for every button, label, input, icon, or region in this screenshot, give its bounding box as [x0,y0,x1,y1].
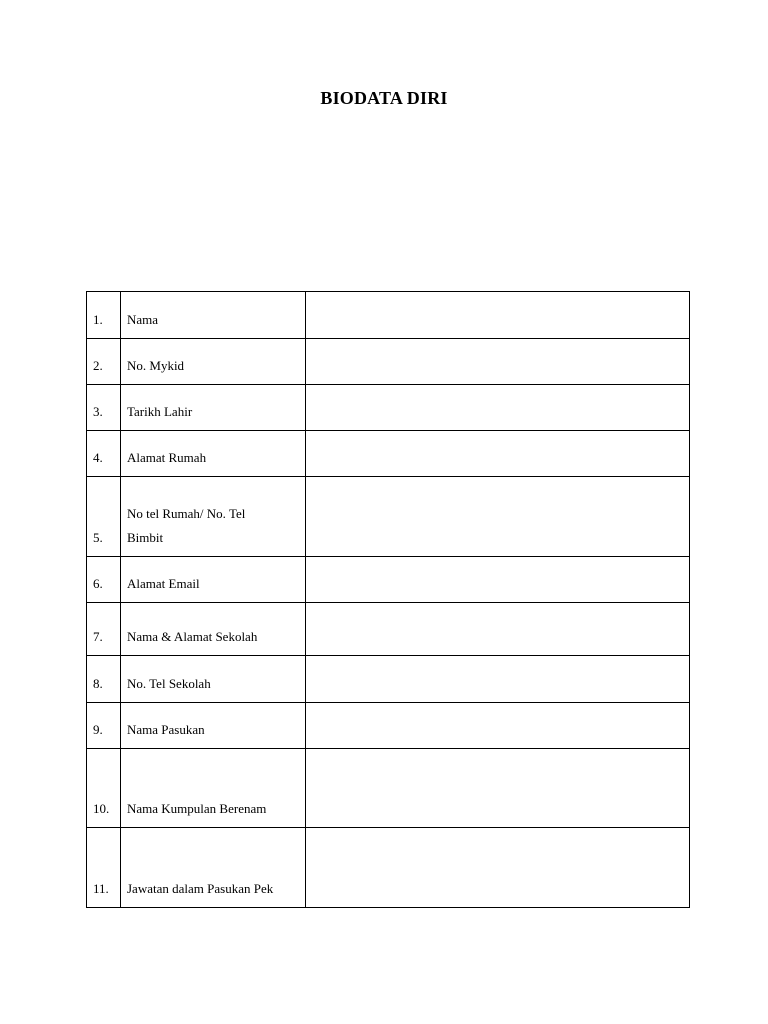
field-label-kumpulan: Nama Kumpulan Berenam [121,749,306,828]
row-number: 10. [87,749,121,828]
field-label-no-tel-line1: No tel Rumah/ No. Tel [127,506,246,521]
field-label-jawatan: Jawatan dalam Pasukan Pek [121,828,306,908]
field-label-nama-pasukan: Nama Pasukan [121,703,306,749]
field-label-tarikh-lahir: Tarikh Lahir [121,385,306,431]
biodata-form-table [86,291,690,908]
field-value-jawatan[interactable] [306,828,690,908]
field-value-tel-sekolah[interactable] [306,656,690,703]
document-title: BIODATA DIRI [320,88,448,108]
field-label-tel-sekolah: No. Tel Sekolah [121,656,306,703]
form-row-no-tel [87,477,690,557]
form-row-kumpulan [87,749,690,828]
row-number: 3. [87,385,121,431]
form-row-alamat-email [87,557,690,603]
field-value-mykid[interactable] [306,339,690,385]
field-value-alamat-rumah[interactable] [306,431,690,477]
field-value-tarikh-lahir[interactable] [306,385,690,431]
field-value-kumpulan[interactable] [306,749,690,828]
form-row-mykid [87,339,690,385]
row-number: 8. [87,656,121,703]
row-number: 6. [87,557,121,603]
field-label-no-tel-line2: Bimbit [127,530,164,545]
field-value-nama[interactable] [306,292,690,339]
form-row-tel-sekolah [87,656,690,703]
field-label-alamat-email: Alamat Email [121,557,306,603]
field-label-no-tel [121,477,306,557]
form-row-nama [87,292,690,339]
field-label-nama: Nama [121,292,306,339]
row-number: 1. [87,292,121,339]
row-number: 11. [87,828,121,908]
row-number: 7. [87,603,121,656]
row-number: 5. [87,477,121,557]
form-row-jawatan [87,828,690,908]
form-row-nama-pasukan [87,703,690,749]
field-label-alamat-rumah: Alamat Rumah [121,431,306,477]
field-value-alamat-email[interactable] [306,557,690,603]
field-value-sekolah[interactable] [306,603,690,656]
field-label-mykid: No. Mykid [121,339,306,385]
row-number: 2. [87,339,121,385]
field-label-sekolah: Nama & Alamat Sekolah [121,603,306,656]
form-row-sekolah [87,603,690,656]
row-number: 4. [87,431,121,477]
form-row-tarikh-lahir [87,385,690,431]
row-number: 9. [87,703,121,749]
field-value-no-tel[interactable] [306,477,690,557]
form-row-alamat-rumah [87,431,690,477]
field-value-nama-pasukan[interactable] [306,703,690,749]
